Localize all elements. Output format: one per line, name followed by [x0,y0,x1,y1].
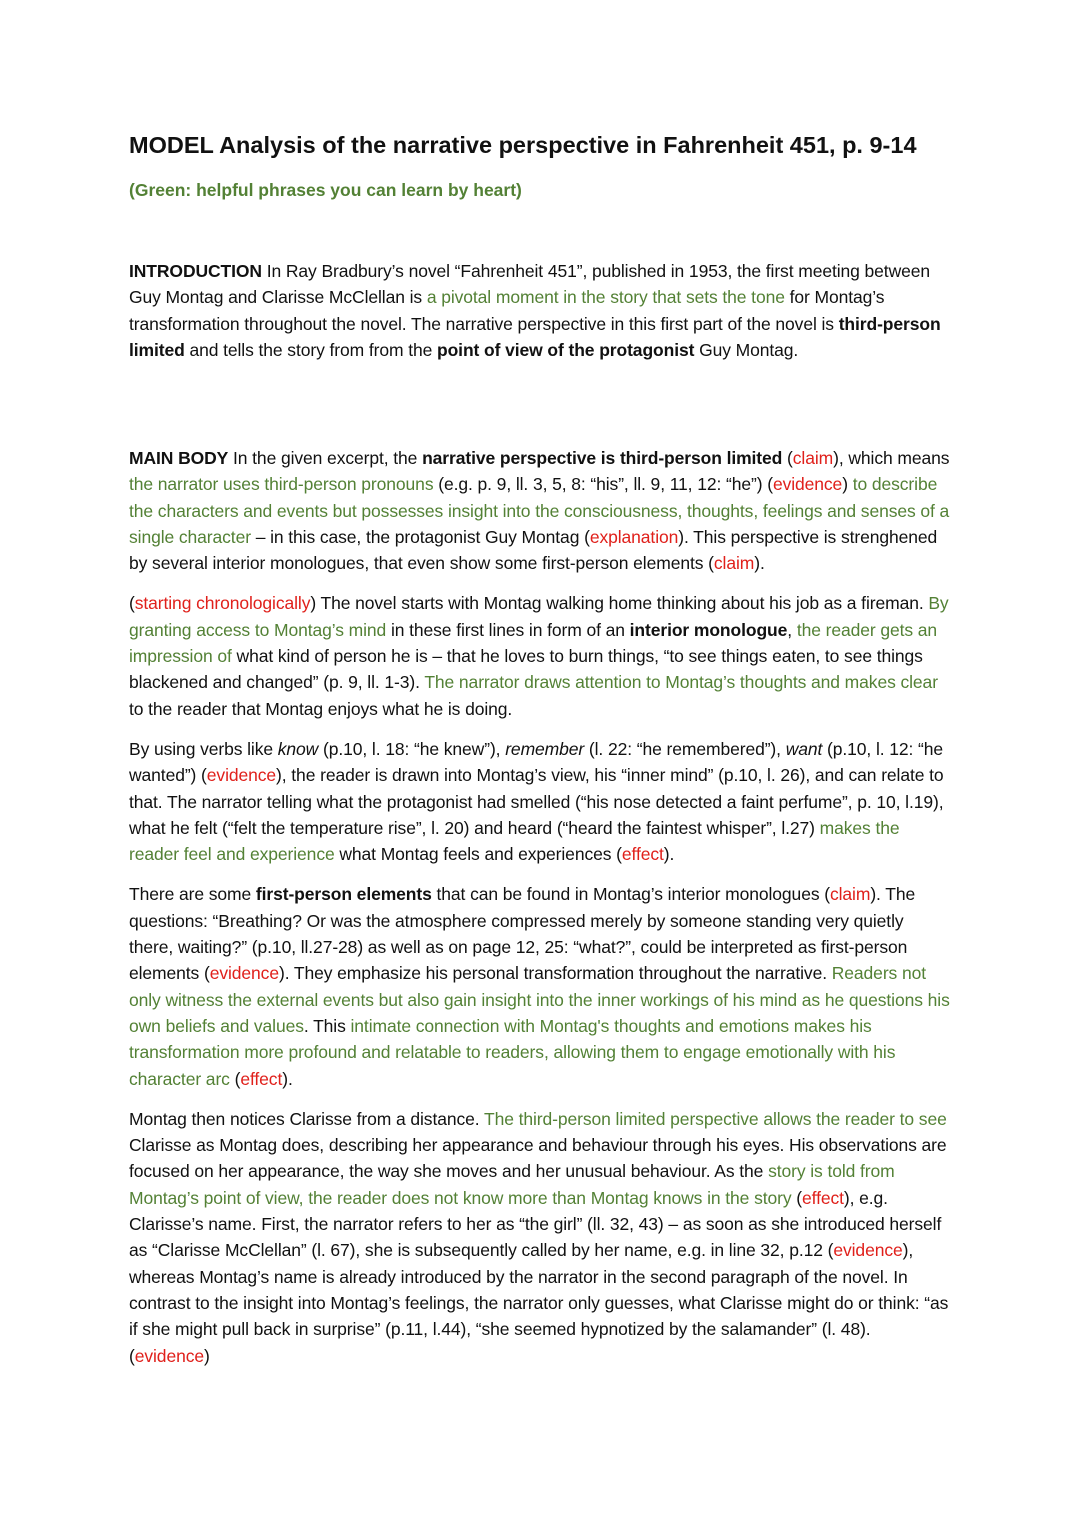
text-run: In the given excerpt, the [228,448,423,468]
analysis-label: claim [792,448,834,468]
main-body-section [129,445,955,1383]
text-run: ). [754,553,765,574]
text-run: There are some [129,884,256,905]
emphasis: point of view of the protagonist [437,339,695,360]
analysis-label: effect [240,1068,283,1089]
text-run: to the reader that Montag enjoys what he is doing. [129,672,943,719]
text-run: – in this case, the protagonist Guy Montag ( [250,526,590,547]
text-run: for Montag’s transformation throughout the novel. The narrative perspective in this first part of the novel is [129,287,890,334]
text-run: ( [782,448,793,468]
emphasis: first-person elements [255,884,432,905]
main-body-paragraph-chronological [129,590,954,721]
analysis-label: evidence [772,474,843,495]
text-run: ) [204,1345,210,1366]
main-body-paragraph-first-person [129,881,955,1091]
text-run: ). This perspective is strenghened by several interior monologues, that even show some first-person elements ( [129,526,942,574]
text-run: ), which means [833,448,955,468]
helpful-phrase: The narrator draws attention to Montag’s thoughts and makes clear [424,672,938,693]
emphasis: narrative perspective is third-person limited [422,448,783,468]
helpful-phrase: By granting access to Montag’s mind [129,593,954,640]
helpful-phrase: the narrator uses third-person pronouns [129,474,434,495]
text-run: ) The novel starts with Montag walking home thinking about his job as a fireman. [310,593,929,614]
text-run: (l. 22: “he remembered”), [584,738,786,759]
legend-note: (Green: helpful phrases you can learn by heart) [129,180,522,200]
main-body-paragraph-verbs [129,736,951,867]
main-body-paragraph-clarisse [129,1106,954,1369]
helpful-phrase: intimate connection with Montag's thoughts and emotions makes his transformation more profound and relatable to readers, allowing them to engage emotionally with his character arc [129,1015,901,1089]
text-run: Guy Montag. [694,339,799,360]
text-run: Montag then notices Clarisse from a distance. [129,1108,484,1129]
text-run: (p.10, l. 12: “he wanted”) ( [129,738,948,786]
helpful-phrase: Readers not only witness the external events but also gain insight into the inner workings of his mind as he questions his own beliefs and values [129,963,955,1036]
text-run: and tells the story from from the [184,339,437,360]
analysis-label: claim [713,553,755,574]
introduction-paragraph [129,258,951,363]
italic-term: remember [505,738,585,759]
text-run: , [787,619,797,640]
text-run: . This [303,1015,351,1036]
analysis-label: effect [621,844,664,865]
text-run: ). [282,1068,293,1089]
analysis-label: explanation [589,526,679,547]
emphasis: third-person limited [129,313,946,360]
text-run: ), whereas Montag’s name is already introduced by the narrator in the second paragraph of the novel. In contrast to the insight into Montag’s feelings, the narrator only guesses, what Clarisse might do or think: “as if she might pull back in surprise” (p.11, l.44), “she seemed hypnotized by the salamander” (l. 48). ( [129,1240,954,1366]
introduction-section [129,258,951,377]
italic-term: know [277,738,319,759]
text-run: in these first lines in form of an [386,619,630,640]
text-run: By using verbs like [129,738,278,759]
text-run: Clarisse as Montag does, describing her appearance and behaviour through his eyes. His observations are focused on her appearance, the way she moves and her unusual behaviour. As the [129,1108,952,1182]
main-body-paragraph-claim [129,445,955,576]
text-run: ). The questions: “Breathing? Or was the atmosphere compressed merely by someone standing very quietly there, waiting?” (p.10, ll.27-28) as well as on page 12, 25: “what?”, could be interpreted as first-person elements ( [129,884,920,984]
analysis-label: evidence [134,1345,204,1366]
helpful-phrase: the reader gets an impression of [129,619,942,667]
text-run: what kind of person he is – that he loves to burn things, “to see things eaten, to see things blackened and changed” (p. 9, ll. 1-3). [129,646,928,693]
helpful-phrase: story is told from Montag’s point of view, the reader does not know more than Montag knows in the story [129,1161,900,1208]
analysis-label: effect [802,1187,844,1208]
emphasis: INTRODUCTION [129,261,262,281]
analysis-label: evidence [206,765,277,786]
text-run: ) [842,474,853,495]
text-run: ( [129,593,135,614]
text-run: ), the reader is drawn into Montag’s view, his “inner mind” (p.10, l. 26), and can relate to that. The narrator telling what the protagonist had smelled (“his nose detected a faint perfume”, p. 10, l.19), what he felt (“felt the temperature rise”, l. 20) and heard (“heard the faintest whisper”, l.27) [129,765,949,838]
italic-term: want [785,738,823,759]
text-run: (e.g. p. 9, ll. 3, 5, 8: “his”, ll. 9, 11, 12: “he”) ( [433,474,773,495]
text-run: ( [791,1187,802,1208]
page-title: MODEL Analysis of the narrative perspective in Fahrenheit 451, p. 9-14 [129,132,917,158]
helpful-phrase: The third-person limited perspective allows the reader to see [483,1108,947,1129]
emphasis: interior monologue [629,619,788,640]
analysis-label: claim [829,884,871,905]
text-run: what Montag feels and experiences ( [334,844,622,865]
text-run: ( [229,1068,241,1089]
helpful-phrase: to describe the characters and events but possesses insight into the consciousness, thoughts, feelings and senses of a single character [129,474,954,547]
analysis-label: evidence [209,963,279,984]
text-run: that can be found in Montag’s interior monologues ( [431,884,830,905]
analysis-label: starting chronologically [134,593,311,614]
text-run: In Ray Bradbury’s novel “Fahrenheit 451”, published in 1953, the first meeting between Guy Montag and Clarisse McClellan is [129,261,935,308]
text-run: (p.10, l. 18: “he knew”), [318,738,506,759]
helpful-phrase: makes the reader feel and experience [129,817,905,865]
analysis-label: evidence [833,1240,903,1261]
text-run: ), e.g. Clarisse’s name. First, the narrator refers to her as “the girl” (ll. 32, 43) – as soon as she introduced herself as “Clarisse McClellan” (l. 67), she is subsequently called by her name, e.g. in line 32, p.12 ( [129,1187,946,1261]
text-run: ). They emphasize his personal transformation throughout the narrative. [278,963,832,984]
helpful-phrase: a pivotal moment in the story that sets the tone [426,287,785,308]
emphasis: MAIN BODY [129,448,229,468]
text-run: ). [663,844,675,865]
